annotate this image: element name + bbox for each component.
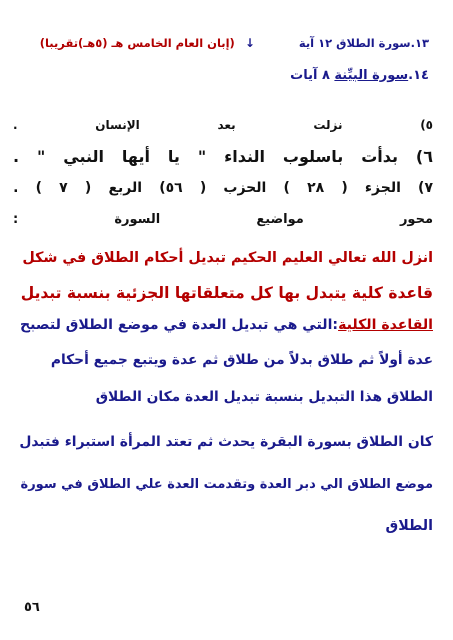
word: أيها (121, 147, 150, 166)
paragraph-1-line-1: انزل الله تعالي العليم الحكيم تبديل أحكام الطلاق في شكل (22, 250, 433, 266)
topics-heading-row (13, 212, 433, 227)
word: الحزب (223, 180, 267, 196)
word: . (13, 118, 18, 132)
word: ( (199, 180, 207, 196)
surah-talaq-header (40, 36, 429, 50)
word: : (13, 212, 19, 227)
word: محور (399, 212, 433, 227)
word: . (13, 147, 20, 166)
word: " (197, 147, 207, 166)
surah-bayyina-header (290, 68, 429, 83)
word: الجزء (364, 180, 401, 196)
paragraph-1-line-5: الطلاق هذا التبديل بنسبة تبديل العدة مكان الطلاق (95, 389, 433, 405)
word: ) (35, 180, 43, 196)
word: باسلوب (282, 147, 344, 166)
rule-text: :التي هي تبديل العدة في موضع الطلاق لتصبح (20, 317, 339, 333)
item-6-row (13, 147, 433, 166)
paragraph-1-line-2: قاعدة كلية يتبدل بها كل متعلقاتها الجزئية بنسبة تبديل (20, 284, 433, 302)
item-number: ٦) (415, 147, 433, 166)
surah-talaq-title: ١٣.سورة الطلاق ١٢ آية (298, 36, 429, 50)
item-number: ٥) (420, 118, 433, 132)
word: ٧ (59, 180, 68, 196)
word: ٢٨ (307, 180, 325, 196)
word: يا (167, 147, 180, 166)
item-5-row (13, 118, 433, 132)
word: النبي (63, 147, 105, 166)
rule-label: القاعدة الكلية (338, 317, 433, 333)
word: ٥٦) (159, 180, 183, 196)
word: . (13, 180, 19, 196)
surah-number: ١٤. (408, 68, 429, 83)
word: ( (341, 180, 348, 196)
paragraph-1-line-3 (20, 317, 433, 333)
surah-name: سورة البيِّنة (334, 68, 409, 83)
word: السورة (114, 212, 161, 227)
word: بعد (217, 118, 236, 132)
word: ( (84, 180, 92, 196)
paragraph-2-line-1: كان الطلاق بسورة البقرة يحدث ثم تعتد المرأة استبراء فتبدل (19, 434, 433, 450)
word: النداء (224, 147, 265, 166)
down-arrow-icon: ↓ (244, 36, 255, 50)
word: ) (283, 180, 290, 196)
revelation-period: (إبان العام الخامس هـ (٥هـ)تقريبا) (39, 36, 235, 50)
paragraph-2-line-3: الطلاق (385, 518, 433, 534)
word: الإنسان (95, 118, 140, 132)
paragraph-2-line-2: موضع الطلاق الي دبر العدة وتقدمت العدة علي الطلاق في سورة (20, 477, 433, 492)
word: " (37, 147, 46, 166)
verse-count: ٨ آيات (290, 68, 330, 83)
word: بدأت (361, 147, 399, 166)
word: نزلت (313, 118, 343, 132)
word: الربع (108, 180, 143, 196)
item-number: ٧) (418, 180, 433, 196)
word: مواضيع (256, 212, 304, 227)
item-7-row (13, 180, 433, 196)
paragraph-1-line-4: عدة أولاً ثم طلاق بدلاً من طلاق ثم عدة ويتبع جميع أحكام (50, 352, 433, 368)
page-number: ٥٦ (24, 600, 40, 615)
